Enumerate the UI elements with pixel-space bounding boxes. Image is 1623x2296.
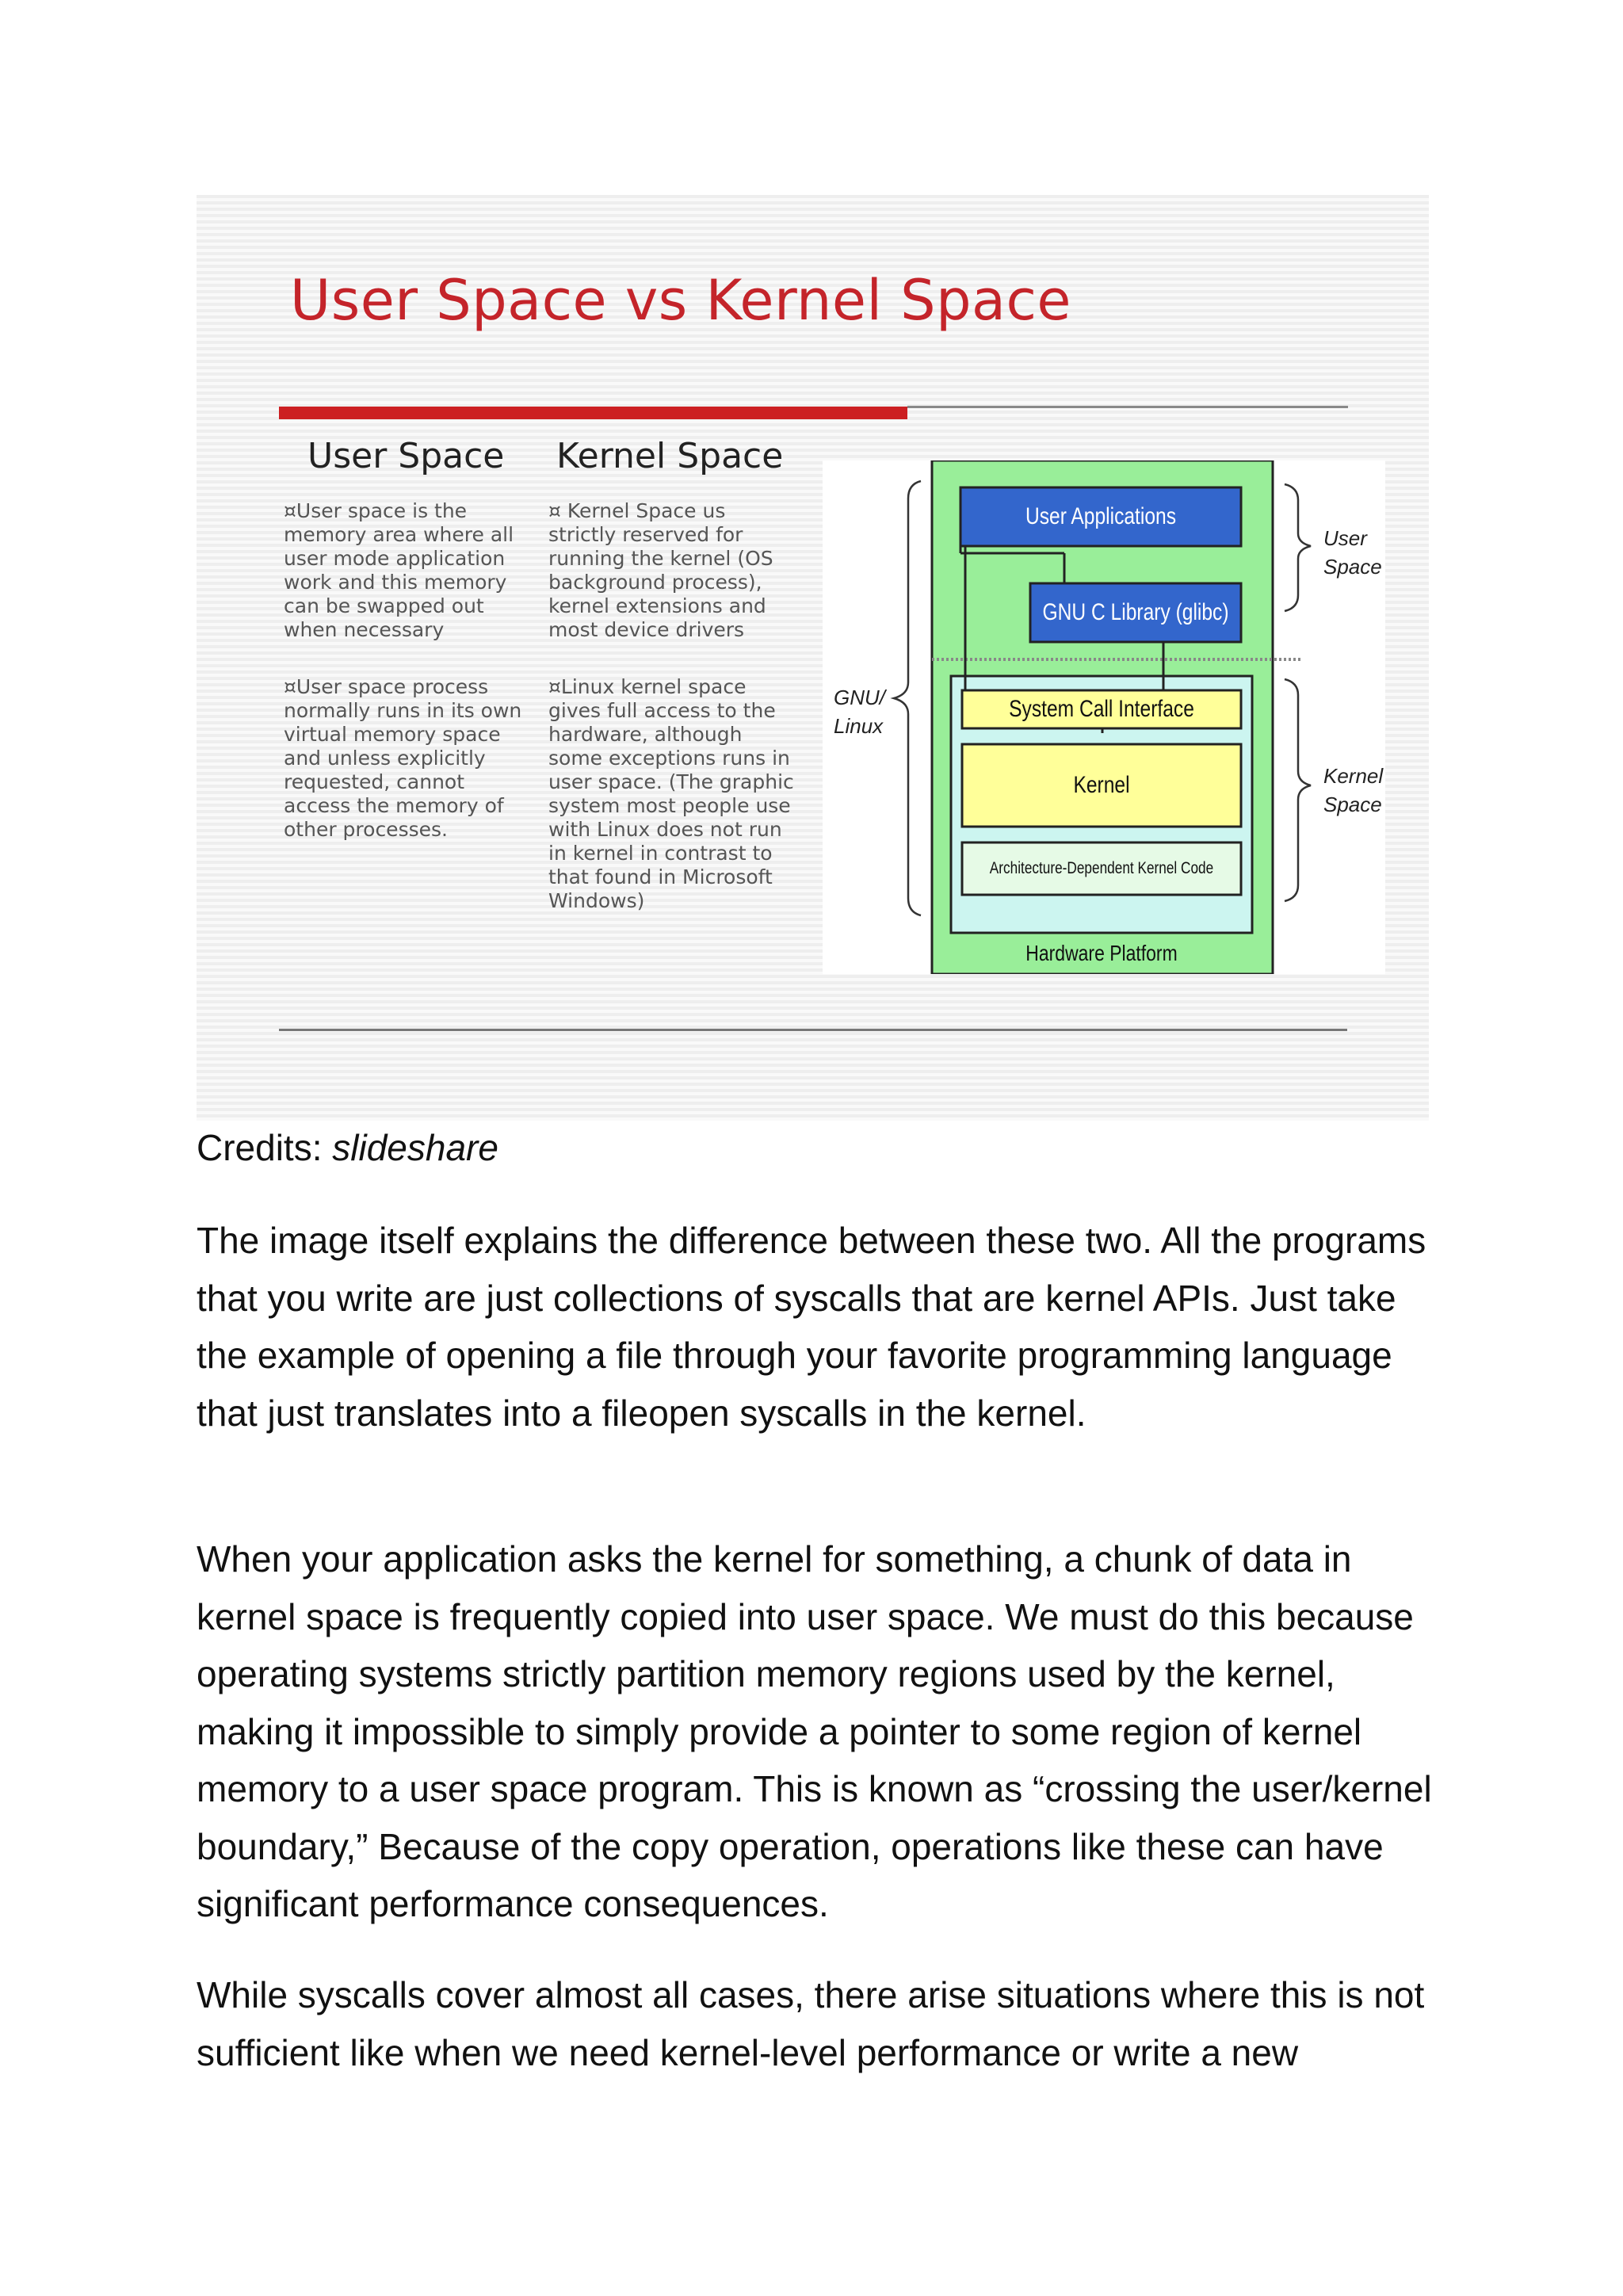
title-underline-bar bbox=[279, 407, 907, 419]
user-space-point-1: ¤User space is the memory area where all user mode application work and this memory can be swapped out when necessary bbox=[284, 499, 514, 641]
credits-label: Credits: bbox=[197, 1127, 323, 1168]
glibc-label: GNU C Library (glibc) bbox=[1042, 599, 1229, 625]
divider-line bbox=[907, 406, 1348, 408]
user-applications-label: User Applications bbox=[1025, 503, 1177, 529]
paragraph-3: While syscalls cover almost all cases, there arise situations where this is not sufficient like when we need kernel-level performance or write a new bbox=[197, 1974, 1425, 2073]
user-space-point-2: ¤User space process normally runs in its own virtual memory space and unless explicitly requested, cannot access the memory of other processes. bbox=[284, 675, 522, 841]
linux-architecture-diagram bbox=[823, 460, 1385, 974]
kernel-space-point-2: ¤Linux kernel space gives full access to the hardware, although some exceptions runs in user space. (The graphic system most people use with Linux does not run in kernel in contrast to that found in Microsoft Windows) bbox=[548, 675, 794, 912]
kernel-space-point-1: ¤ Kernel Space us strictly reserved for running the kernel (OS background process), kernel extensions and most device drivers bbox=[548, 499, 773, 641]
paragraph-1: The image itself explains the difference between these two. All the programs that you write are just collections of syscalls that are kernel APIs. Just take the example of opening a file through your favorite programming language that just translates into a fileopen syscalls in the kernel. bbox=[197, 1220, 1426, 1434]
arch-code-label: Architecture-Dependent Kernel Code bbox=[989, 859, 1214, 877]
kernel-label: Kernel bbox=[1073, 772, 1130, 798]
user-space-side-label: User Space bbox=[1323, 526, 1382, 579]
credits-source: slideshare bbox=[332, 1127, 498, 1168]
gnu-linux-label: GNU/ Linux bbox=[834, 686, 885, 738]
hardware-platform-label: Hardware Platform bbox=[1025, 941, 1178, 965]
paragraph-2: When your application asks the kernel for something, a chunk of data in kernel space is frequently copied into user space. We must do this because operating systems strictly partition memory regions used by the kernel, making it impossible to simply provide a pointer to some region of kernel memory to a user space program. This is known as “crossing the user/kernel boundary,” Because of the copy operation, operations like these can have significant performance consequences. bbox=[197, 1538, 1432, 1924]
kernel-space-side-label: Kernel Space bbox=[1323, 764, 1384, 816]
user-space-heading: User Space bbox=[307, 436, 505, 476]
slide-bottom-line bbox=[279, 1029, 1347, 1031]
slide-image bbox=[197, 195, 1429, 1121]
image-credits bbox=[197, 1125, 498, 1170]
slide-title: User Space vs Kernel Space bbox=[290, 268, 1071, 333]
system-call-interface-label: System Call Interface bbox=[1009, 696, 1194, 722]
kernel-space-heading: Kernel Space bbox=[556, 436, 784, 476]
